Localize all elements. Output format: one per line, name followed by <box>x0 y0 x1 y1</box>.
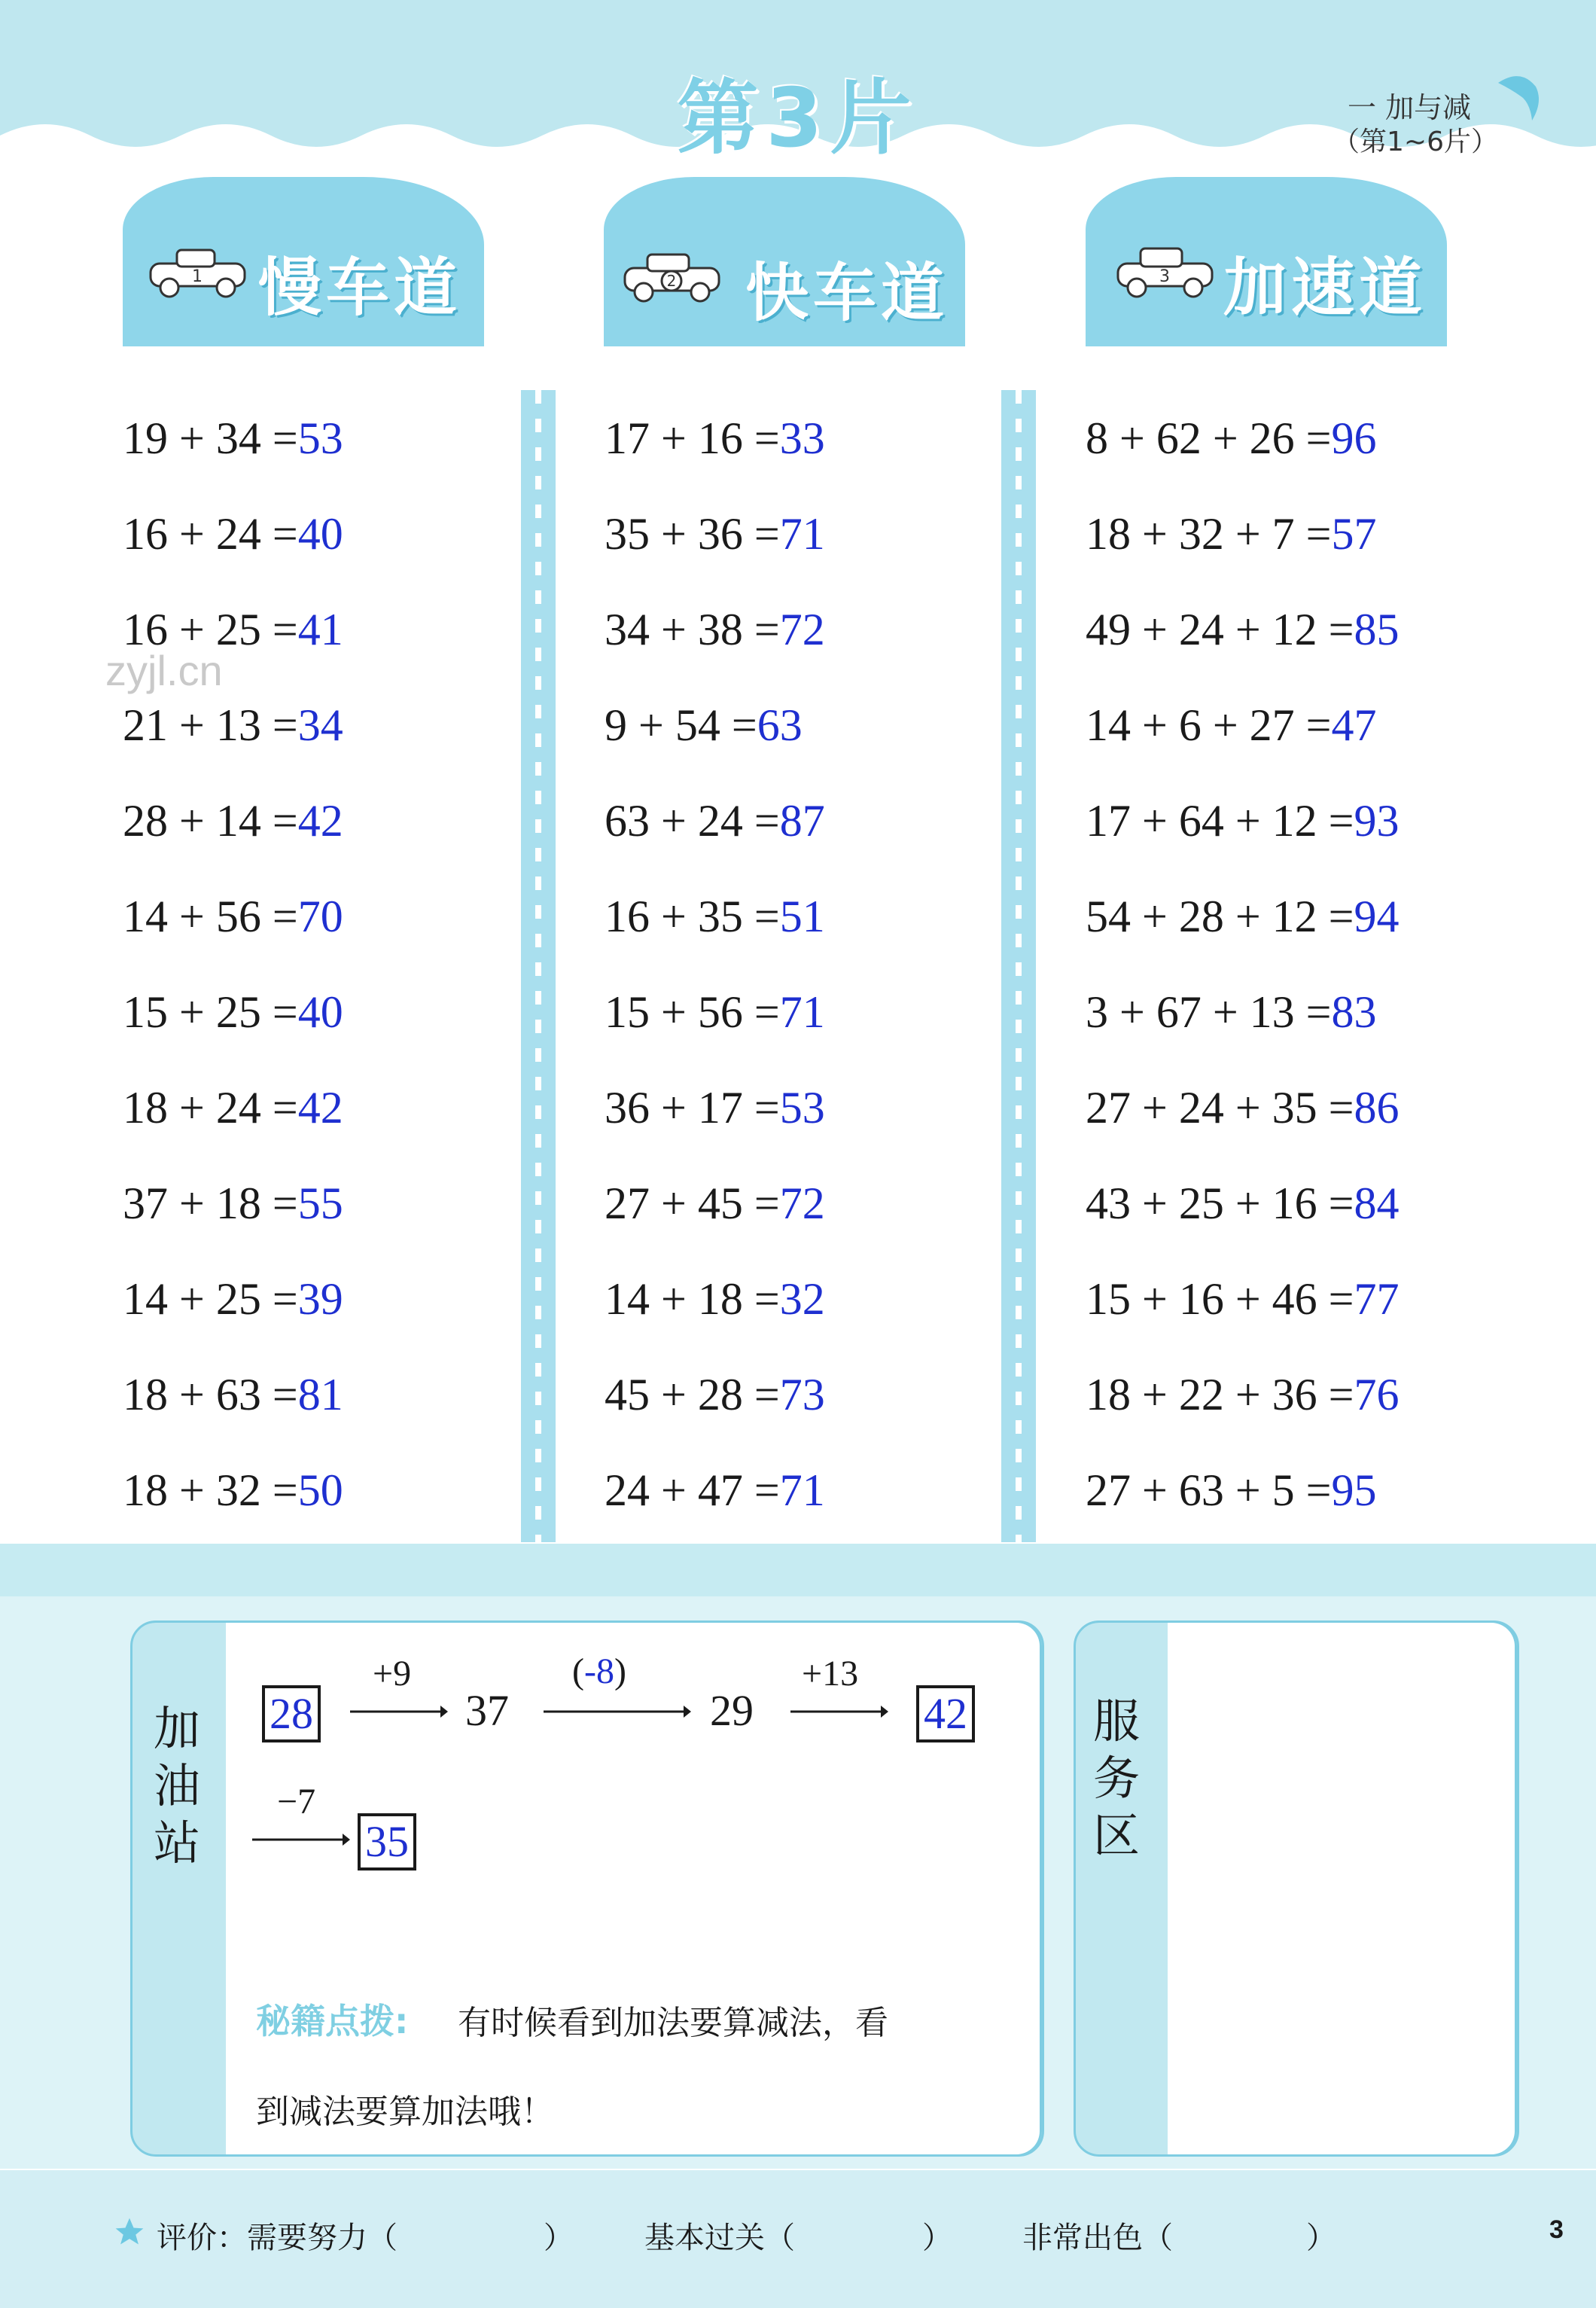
problem-expression: 3 + 67 + 13 = <box>1086 987 1332 1037</box>
problem-row <box>605 891 825 943</box>
problem-row <box>1086 413 1377 465</box>
problem-row <box>605 700 803 752</box>
op-answer: -8 <box>583 1651 614 1691</box>
problem-answer: 71 <box>779 509 825 559</box>
problem-answer: 93 <box>1354 796 1400 846</box>
problem-answer: 50 <box>297 1465 343 1515</box>
problem-answer: 70 <box>297 892 343 941</box>
page-title: 第3片 <box>677 72 919 166</box>
problem-row <box>1086 604 1400 656</box>
arrow-right-icon <box>350 1700 448 1723</box>
arrow-right-icon <box>544 1700 691 1723</box>
star-icon <box>113 2215 146 2249</box>
answer-box: 42 <box>916 1685 975 1742</box>
problem-expression: 37 + 18 = <box>123 1178 298 1228</box>
problem-answer: 39 <box>297 1274 343 1324</box>
tip-text-line2: 到减法要算加法哦！ <box>256 2093 554 2131</box>
answer-box: 28 <box>262 1685 321 1742</box>
svg-text:2: 2 <box>666 272 677 290</box>
problem-row <box>605 986 825 1038</box>
problem-row <box>123 413 343 465</box>
problem-answer: 53 <box>779 1083 825 1133</box>
problem-answer: 55 <box>297 1178 343 1228</box>
problem-answer: 53 <box>297 413 343 463</box>
problem-row <box>123 508 343 560</box>
problem-expression: 14 + 25 = <box>123 1274 298 1324</box>
problem-answer: 95 <box>1331 1465 1377 1515</box>
answer-box: 35 <box>358 1813 416 1870</box>
problem-expression: 8 + 62 + 26 = <box>1086 413 1332 463</box>
problem-answer: 76 <box>1354 1370 1400 1419</box>
problem-row <box>123 986 343 1038</box>
problem-expression: 36 + 17 = <box>605 1083 780 1133</box>
dolphin-icon <box>1494 68 1547 128</box>
problem-row <box>1086 508 1377 560</box>
op-label: +9 <box>373 1654 412 1694</box>
problem-expression: 16 + 24 = <box>123 509 298 559</box>
problem-expression: 16 + 35 = <box>605 892 780 941</box>
problem-answer: 57 <box>1331 509 1377 559</box>
problem-expression: 35 + 36 = <box>605 509 780 559</box>
problem-row <box>123 604 343 656</box>
tip-label: 秘籍点拨: <box>256 2001 409 2041</box>
problem-row <box>1086 891 1400 943</box>
problem-expression: 17 + 16 = <box>605 413 780 463</box>
arrow-right-icon <box>252 1828 350 1851</box>
problem-row <box>605 604 825 656</box>
problem-row <box>605 1178 825 1230</box>
unit-range: （第1~6片） <box>1333 127 1498 157</box>
problem-answer: 47 <box>1331 700 1377 750</box>
problem-answer: 94 <box>1354 892 1400 941</box>
divider-band <box>0 1544 1596 1596</box>
chain-value: 37 <box>465 1686 509 1735</box>
problem-row <box>605 1465 825 1517</box>
race-car-icon <box>1110 242 1220 299</box>
svg-text:3: 3 <box>1159 267 1170 286</box>
problem-answer: 81 <box>297 1370 343 1419</box>
road-divider <box>1001 390 1036 1542</box>
problem-row <box>605 1082 825 1134</box>
problem-row <box>123 700 343 752</box>
problem-answer: 83 <box>1331 987 1377 1037</box>
problem-row <box>605 1273 825 1325</box>
problem-expression: 15 + 25 = <box>123 987 298 1037</box>
problem-expression: 18 + 32 = <box>123 1465 298 1515</box>
gas-station-label-text: 加油站 <box>153 1701 200 1870</box>
problem-expression: 45 + 28 = <box>605 1370 780 1419</box>
problem-answer: 40 <box>297 509 343 559</box>
problem-expression: 15 + 16 + 46 = <box>1086 1274 1354 1324</box>
problem-expression: 27 + 63 + 5 = <box>1086 1465 1332 1515</box>
problem-row <box>1086 795 1400 847</box>
problem-answer: 84 <box>1354 1178 1400 1228</box>
problem-row <box>605 413 825 465</box>
problem-answer: 72 <box>779 1178 825 1228</box>
problem-expression: 15 + 56 = <box>605 987 780 1037</box>
problem-row <box>1086 700 1377 752</box>
tip-text-line1: 有时候看到加法要算减法，看 <box>458 2004 888 2042</box>
op-label: +13 <box>802 1654 859 1694</box>
problem-answer: 51 <box>779 892 825 941</box>
eval-close-paren: ） <box>544 2221 574 2255</box>
fast-lane-label: 快车道 <box>745 256 949 330</box>
problem-row <box>1086 1465 1377 1517</box>
problem-expression: 54 + 28 + 12 = <box>1086 892 1354 941</box>
problem-answer: 71 <box>779 1465 825 1515</box>
unit-title: 一 加与减 <box>1348 91 1472 124</box>
problem-row <box>123 1082 343 1134</box>
problem-expression: 19 + 34 = <box>123 413 298 463</box>
race-car-icon <box>143 242 252 299</box>
problem-row <box>605 795 825 847</box>
problem-row <box>123 795 343 847</box>
problem-expression: 18 + 63 = <box>123 1370 298 1419</box>
problem-expression: 14 + 56 = <box>123 892 298 941</box>
problem-expression: 34 + 38 = <box>605 605 780 654</box>
problem-answer: 86 <box>1354 1083 1400 1133</box>
problem-expression: 17 + 64 + 12 = <box>1086 796 1354 846</box>
problem-answer: 42 <box>297 1083 343 1133</box>
problem-row <box>605 508 825 560</box>
problem-answer: 77 <box>1354 1274 1400 1324</box>
problem-expression: 18 + 22 + 36 = <box>1086 1370 1354 1419</box>
problem-answer: 41 <box>297 605 343 654</box>
slow-lane-label: 慢车道 <box>258 251 462 325</box>
op-label: (-8) <box>572 1651 626 1691</box>
problem-row <box>1086 1369 1400 1421</box>
op-label: −7 <box>277 1782 316 1822</box>
gas-station-label <box>151 1700 203 1872</box>
problem-expression: 14 + 6 + 27 = <box>1086 700 1332 750</box>
problem-expression: 27 + 24 + 35 = <box>1086 1083 1354 1133</box>
problem-answer: 73 <box>779 1370 825 1419</box>
problem-expression: 63 + 24 = <box>605 796 780 846</box>
page-number: 3 <box>1549 2215 1564 2244</box>
problem-answer: 32 <box>779 1274 825 1324</box>
problem-row <box>123 1465 343 1517</box>
speed-lane-label: 加速道 <box>1223 251 1427 325</box>
svg-text:1: 1 <box>192 267 203 286</box>
problem-answer: 85 <box>1354 605 1400 654</box>
problem-row <box>605 1369 825 1421</box>
problem-expression: 24 + 47 = <box>605 1465 780 1515</box>
problem-answer: 72 <box>779 605 825 654</box>
problem-row <box>123 1369 343 1421</box>
problem-row <box>123 1178 343 1230</box>
problem-answer: 71 <box>779 987 825 1037</box>
eval-excellent: 非常出色（ <box>1022 2221 1173 2255</box>
problem-expression: 27 + 45 = <box>605 1178 780 1228</box>
problem-expression: 43 + 25 + 16 = <box>1086 1178 1354 1228</box>
eval-need-effort: 评价：需要努力（ <box>157 2221 397 2255</box>
problem-expression: 28 + 14 = <box>123 796 298 846</box>
problem-expression: 21 + 13 = <box>123 700 298 750</box>
arrow-right-icon <box>790 1700 888 1723</box>
problem-answer: 96 <box>1331 413 1377 463</box>
service-area-label-text: 服务区 <box>1092 1694 1140 1863</box>
problem-row <box>1086 1178 1400 1230</box>
problem-answer: 40 <box>297 987 343 1037</box>
problem-answer: 87 <box>779 796 825 846</box>
problem-answer: 33 <box>779 413 825 463</box>
problem-expression: 14 + 18 = <box>605 1274 780 1324</box>
problem-answer: 42 <box>297 796 343 846</box>
road-divider <box>521 390 556 1542</box>
eval-basic-pass: 基本过关（ <box>644 2221 795 2255</box>
problem-expression: 16 + 25 = <box>123 605 298 654</box>
eval-close-paren: ） <box>1306 2221 1336 2255</box>
problem-answer: 63 <box>757 700 803 750</box>
service-area-label <box>1090 1693 1143 1864</box>
race-car-icon <box>617 247 726 303</box>
problem-answer: 34 <box>297 700 343 750</box>
problem-row <box>1086 1273 1400 1325</box>
problem-row <box>123 1273 343 1325</box>
problem-expression: 18 + 32 + 7 = <box>1086 509 1332 559</box>
watermark: zyjl.cn <box>105 647 223 694</box>
problem-expression: 49 + 24 + 12 = <box>1086 605 1354 654</box>
problem-expression: 18 + 24 = <box>123 1083 298 1133</box>
problem-expression: 9 + 54 = <box>605 700 757 750</box>
service-area-content[interactable] <box>1168 1620 1517 2157</box>
problem-row <box>1086 986 1377 1038</box>
eval-close-paren: ） <box>922 2221 952 2255</box>
problem-row <box>123 891 343 943</box>
problem-row <box>1086 1082 1400 1134</box>
chain-value: 29 <box>710 1686 754 1735</box>
